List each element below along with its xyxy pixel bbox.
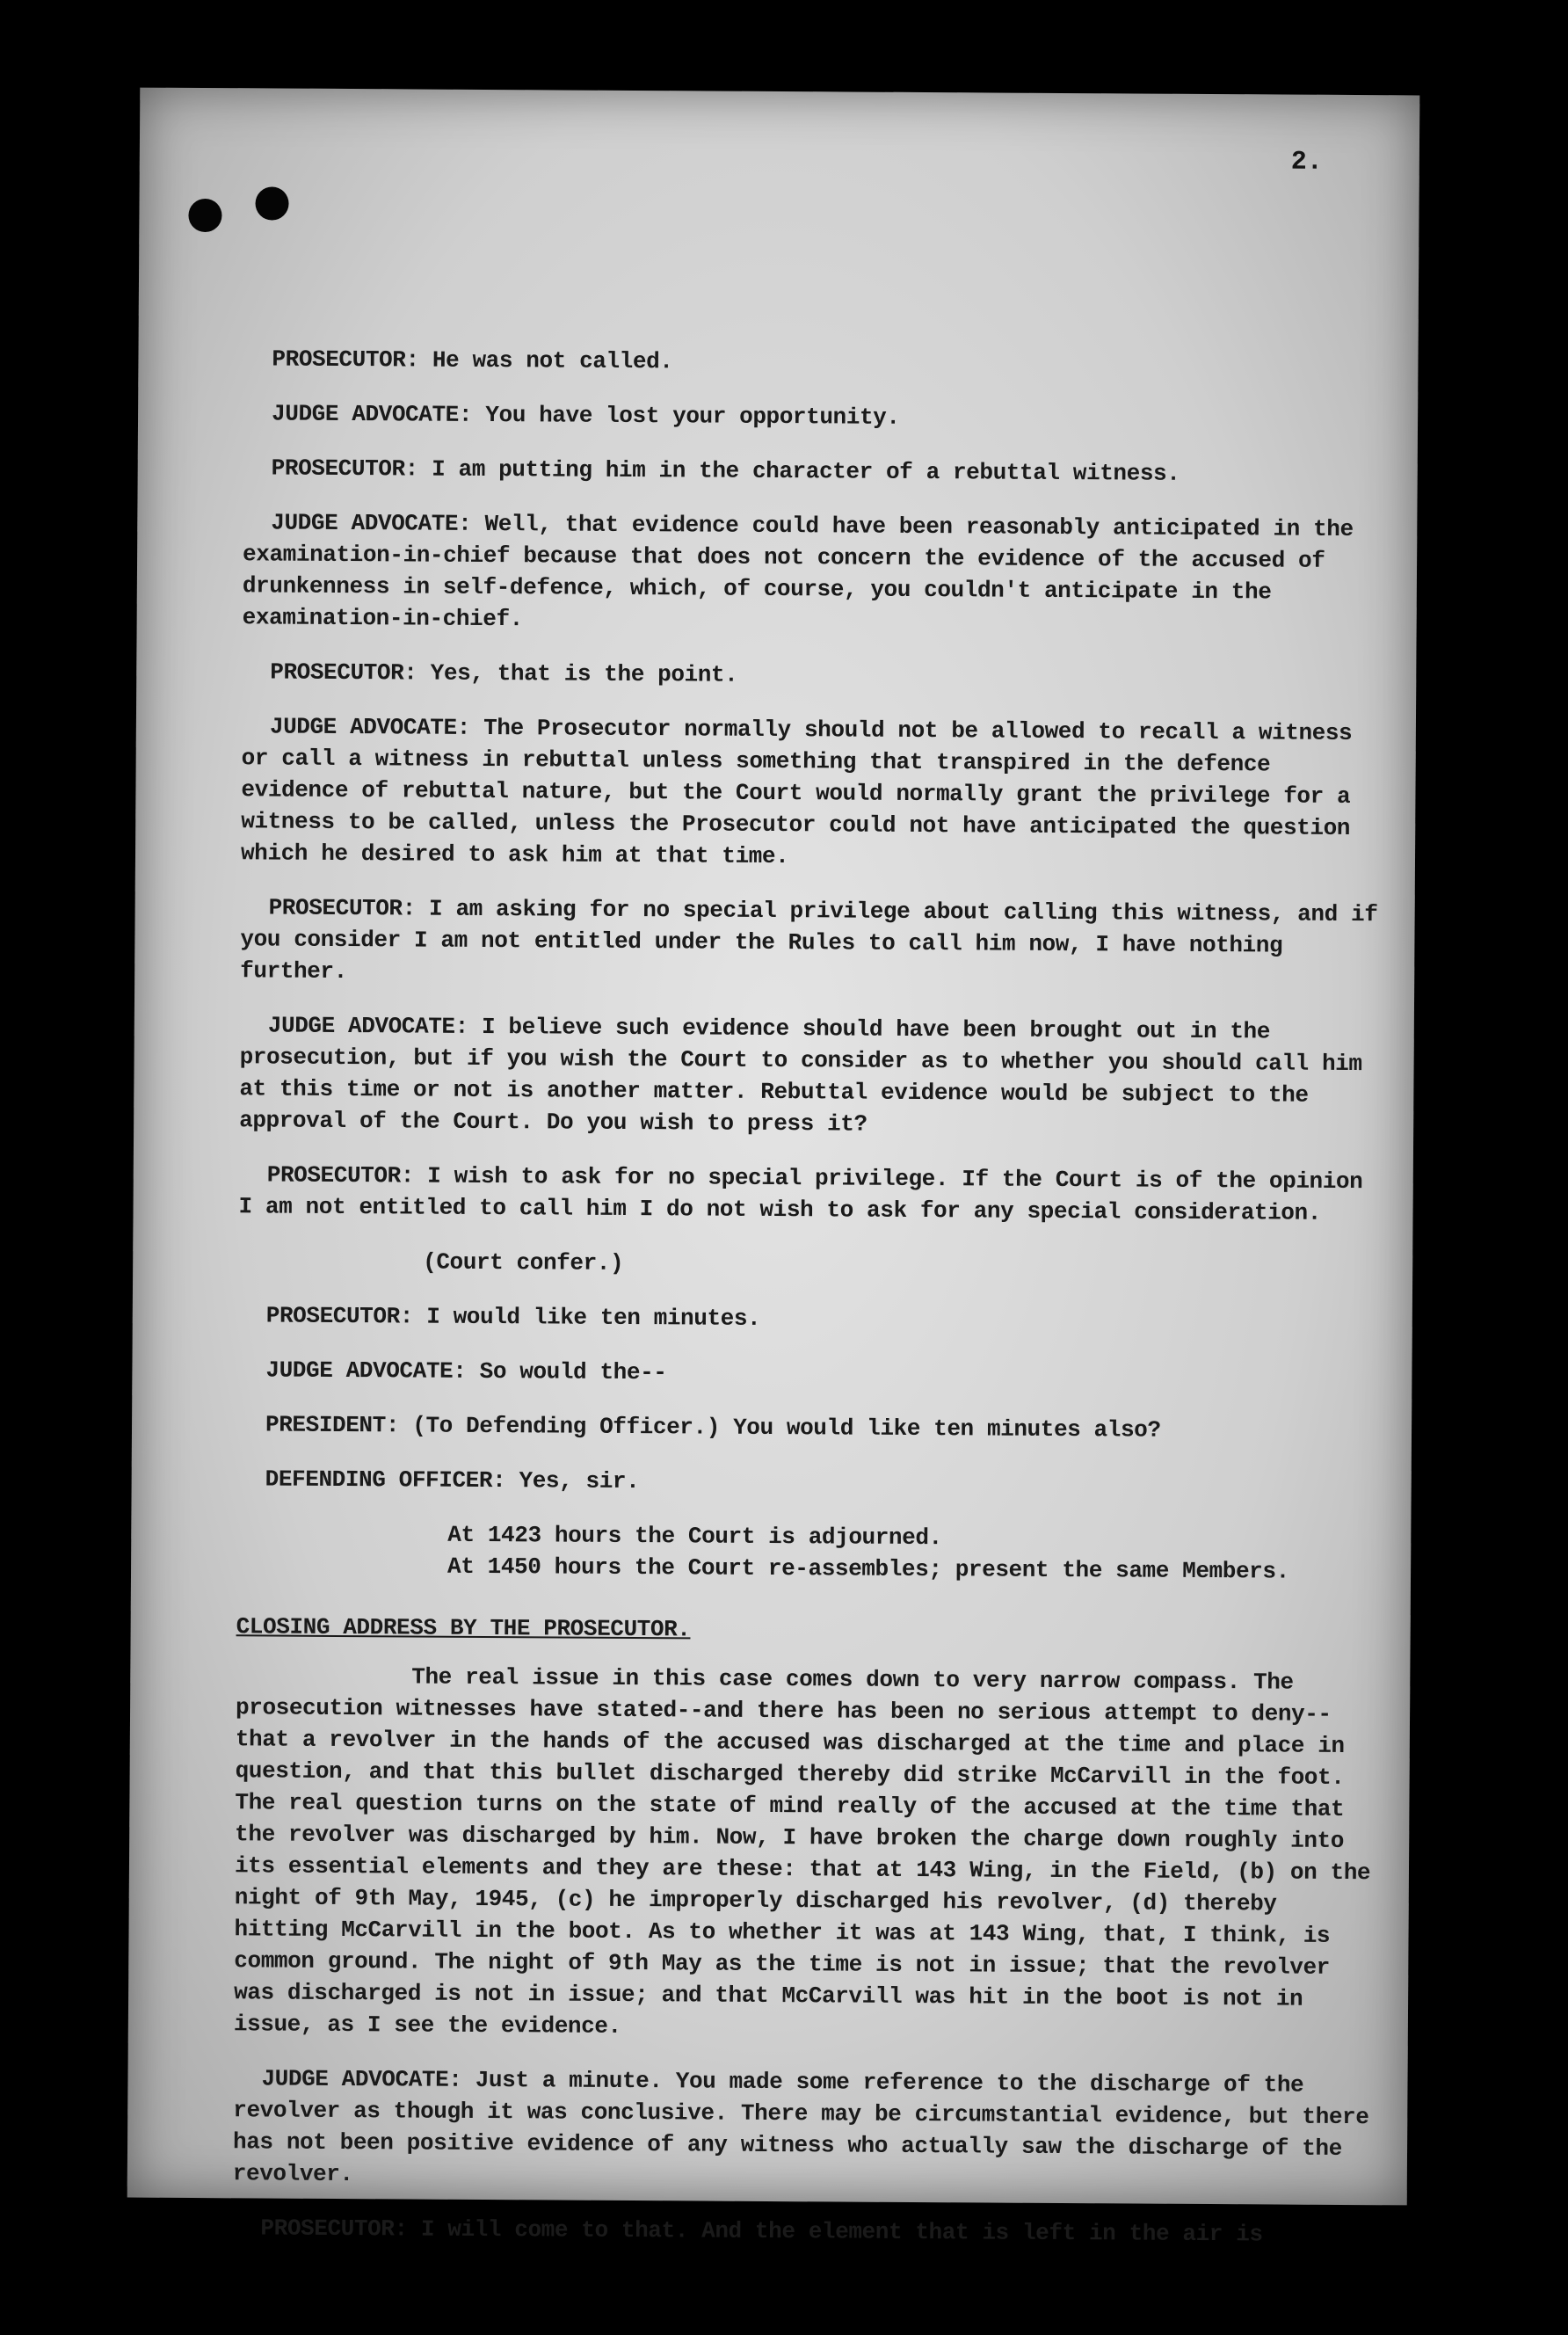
court-confer-note: (Court confer.) <box>423 1248 624 1277</box>
adjourn-line: At 1423 hours the Court is adjourned. <box>447 1521 942 1552</box>
transcript-entry <box>238 1299 1381 1338</box>
closing-address-heading: CLOSING ADDRESS BY THE PROSECUTOR. <box>236 1613 691 1643</box>
entry-text: You have lost your opportunity. <box>485 401 900 431</box>
entry-text: Yes, that is the point. <box>430 659 738 688</box>
entry-text: He was not called. <box>432 346 673 375</box>
transcript-entry <box>232 2212 1375 2251</box>
speaker-label: JUDGE ADVOCATE: <box>269 713 471 741</box>
entry-text: The Prosecutor normally should not be allowed to recall a witness or call a witness in rebuttal unless something that transpired in the defence evidence of rebuttal nature, but the Court would normally grant the privilege for a witness to be called, unless the Prosecutor could not have anticipated the question which he desired to ask him at that time. <box>240 714 1353 870</box>
speaker-label: PROSECUTOR: <box>268 894 416 922</box>
entry-text: I would like ten minutes. <box>426 1303 761 1332</box>
entry-text: I am putting him in the character of a rebuttal witness. <box>432 455 1180 487</box>
transcript-entry <box>241 710 1384 876</box>
entry-text: So would the-- <box>479 1357 667 1386</box>
speaker-label: JUDGE ADVOCATE: <box>267 1012 468 1040</box>
speaker-label: PROSECUTOR: <box>270 658 417 687</box>
transcript-entry <box>243 343 1386 382</box>
speaker-label: JUDGE ADVOCATE: <box>261 2065 462 2093</box>
closing-address-text: The real issue in this case comes down to very narrow compass. The prosecution witnesses have stated--and there has been no serious attempt to deny--that a revolver in the hands of the accused was discharged at the time and place in question, and that this bullet discharged thereby did strike McCarvill in the foot. The real question turns on the state of mind really of the accused at the time that the revolver was discharged by him. Now, I have broken the charge down roughly into its essential elements and they are these: that at 143 Wing, in the Field, (b) on the night of 9th May, 1945, (c) he improperly discharged his revolver, (d) thereby hitting McCarvill in the boot. As to whether it was at 143 Wing, that, I think, is common ground. The night of 9th May as the time is not in issue; that the revolver was discharged is not in issue; and that McCarvill was hit in the boot is not in issue, as I see the evidence. <box>233 1663 1371 2040</box>
transcript-entry <box>242 656 1384 695</box>
entry-text: Just a minute. You made some reference to the discharge of the revolver as though it was conclusive. There may be circumstantial evidence, but there has not been positive evidence of any witness who actually saw the discharge of the revolver. <box>232 2066 1369 2188</box>
speaker-label: PROSECUTOR: <box>271 455 419 483</box>
entry-text: (To Defending Officer.) You would like ten minutes also? <box>412 1412 1161 1444</box>
entry-text: Well, that evidence could have been reasonably anticipated in the examination-in-chief because that does not concern the evidence of the accused of drunkenness in self-defence, which, of course, you couldn't anticipate in the examination-in-chief. <box>242 510 1354 633</box>
entry-text: Yes, sir. <box>519 1467 640 1495</box>
transcript-entry <box>240 891 1383 993</box>
transcript-entry <box>237 1463 1380 1502</box>
transcript-body <box>232 343 1386 2273</box>
transcript-entry <box>233 2062 1376 2196</box>
entry-text: I wish to ask for no special privilege. If the Court is of the opinion I am not entitled to call him I do not wish to ask for any special consideration. <box>238 1162 1363 1226</box>
transcript-entry <box>243 397 1386 436</box>
transcript-entry <box>237 1408 1380 1447</box>
speaker-label: PRESIDENT: <box>265 1411 400 1439</box>
entry-text: I believe such evidence should have been brought out in the prosecution, but if you wish the Court to consider as to whether you should call him at this time or not is another matter. Rebuttal evidence would be subject to the approval of the Court. Do you wish to press it? <box>239 1013 1362 1138</box>
punch-hole <box>188 199 221 232</box>
speaker-label: PROSECUTOR: <box>260 2215 408 2243</box>
entry-text: I will come to that. And the element that is left in the air is <box>420 2215 1263 2248</box>
document-page <box>127 88 1420 2248</box>
transcript-entry <box>237 1354 1380 1393</box>
transcript-entry <box>243 506 1386 640</box>
speaker-label: DEFENDING OFFICER: <box>265 1466 506 1495</box>
reassemble-line: At 1450 hours the Court re-assembles; present the same Members. <box>446 1553 1289 1585</box>
speaker-label: PROSECUTOR: <box>265 1302 414 1330</box>
entry-text: I am asking for no special privilege about calling this witness, and if you consider I am not entitled under the Rules to call him now, I have nothing further. <box>240 895 1378 986</box>
speaker-label: PROSECUTOR: <box>266 1161 415 1189</box>
punch-hole <box>255 186 288 220</box>
speaker-label: JUDGE ADVOCATE: <box>271 509 472 537</box>
speaker-label: JUDGE ADVOCATE: <box>271 400 473 428</box>
transcript-entry <box>239 1009 1383 1143</box>
speaker-label: JUDGE ADVOCATE: <box>265 1357 467 1385</box>
transcript-entry <box>243 452 1386 491</box>
transcript-entry <box>238 1159 1381 1229</box>
speaker-label: PROSECUTOR: <box>272 346 419 374</box>
adjournment-note <box>236 1517 1379 1588</box>
page-number: 2. <box>1290 147 1323 178</box>
